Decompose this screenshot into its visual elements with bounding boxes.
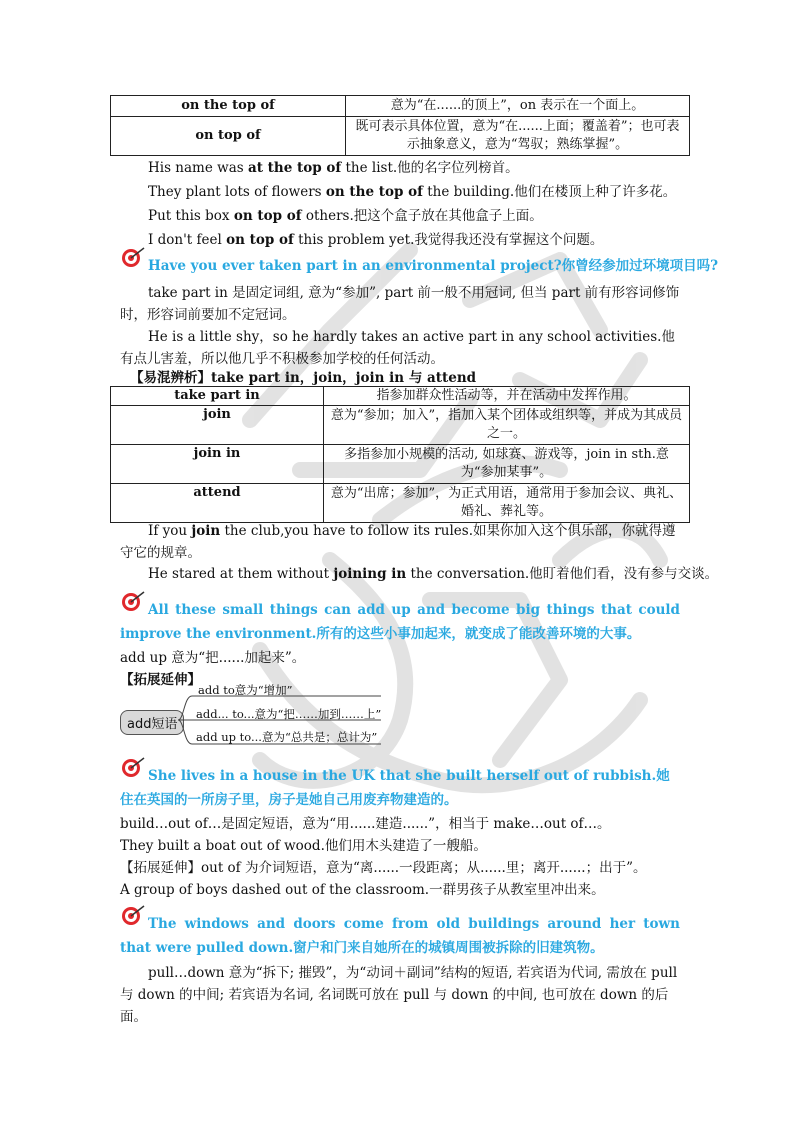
extension-title: 【拓展延伸】 xyxy=(120,672,201,688)
example-sentence: I don't feel on top of this problem yet.我觉得我还没有掌握这个问题。 xyxy=(148,232,604,248)
table-row xyxy=(111,96,690,117)
extension-line: 【拓展延伸】out of 为介词短语，意为“离......一段距离；从......里；离开......；出于”。 xyxy=(120,860,647,876)
example-sentence: He stared at them without joining in the conversation.他盯着他们看，没有参与交谈。 xyxy=(148,566,719,582)
example-sentence: They plant lots of flowers on the top of the building.他们在楼顶上种了许多花。 xyxy=(148,184,677,200)
table-key: take part in xyxy=(111,387,324,406)
section-heading: All these small things can add up and become big things that could improve the environment.所有的这些小事加起来，就变成了能改善环境的大事。 xyxy=(120,602,680,642)
table-key: on top of xyxy=(111,117,346,156)
table-value: 意为“出席；参加”，为正式用语，通常用于参加会议、典礼、婚礼、葬礼等。 xyxy=(324,484,690,523)
confusion-title: 【易混辨析】take part in，join，join in 与 attend xyxy=(130,370,477,386)
explanation-paragraph: pull…down 意为“拆下; 摧毁”，为“动词＋副词”结构的短语, 若宾语为代词, 需放在 pull 与 down 的中间; 若宾语为名词, 名词既可放在 pull 与 down 的中间, 也可放在 down 的后面。 xyxy=(120,965,678,1025)
explanation-line: add up 意为“把......加起来”。 xyxy=(120,650,306,666)
section-heading: Have you ever taken part in an environmental project?你曾经参加过环境项目吗? xyxy=(148,258,719,274)
table-key: attend xyxy=(111,484,324,523)
example-sentence: Put this box on top of others.把这个盒子放在其他盒子上面。 xyxy=(148,208,543,224)
target-icon xyxy=(120,246,146,268)
example-sentence: His name was at the top of the list.他的名字位列榜首。 xyxy=(148,160,519,176)
table-row xyxy=(111,445,690,484)
on-top-table xyxy=(110,95,690,156)
table-key: join in xyxy=(111,445,324,484)
table-row xyxy=(111,117,690,156)
diagram-root: add短语 xyxy=(120,710,184,735)
example-paragraph: He is a little shy，so he hardly takes an active part in any school activities.他有点儿害羞，所以他几乎不积极参加学校的任何活动。 xyxy=(120,329,675,367)
diagram-branch: add... to...意为“把……加到……上” xyxy=(196,707,382,721)
example-sentence: If you join the club,you have to follow its rules.如果你加入这个俱乐部，你就得遵守它的规章。 xyxy=(120,523,676,561)
section-heading: She lives in a house in the UK that she built herself out of rubbish.她住在英国的一所房子里，房子是她自己用废弃物建造的。 xyxy=(120,768,670,808)
table-row xyxy=(111,406,690,445)
table-key: on the top of xyxy=(111,96,346,117)
explanation-paragraph: take part in 是固定词组, 意为“参加”, part 前一般不用冠词, 但当 part 前有形容词修饰时，形容词前要加不定冠词。 xyxy=(120,285,680,323)
table-row xyxy=(111,484,690,523)
table-value: 意为“参加；加入”，指加入某个团体或组织等，并成为其成员之一。 xyxy=(324,406,690,445)
example-sentence: A group of boys dashed out of the classroom.一群男孩子从教室里冲出来。 xyxy=(120,882,605,898)
table-row xyxy=(111,387,690,406)
table-value: 指参加群众性活动等，并在活动中发挥作用。 xyxy=(324,387,690,406)
table-value: 既可表示具体位置，意为“在......上面；覆盖着”；也可表示抽象意义，意为“驾驭；熟练掌握”。 xyxy=(346,117,690,156)
table-key: join xyxy=(111,406,324,445)
table-value: 多指参加小规模的活动, 如球赛、游戏等，join in sth.意为“参加某事”。 xyxy=(324,445,690,484)
table-value: 意为“在......的顶上”，on 表示在一个面上。 xyxy=(346,96,690,117)
diagram-branch: add to意为“增加” xyxy=(198,683,293,697)
example-sentence: They built a boat out of wood.他们用木头建造了一艘船。 xyxy=(120,838,487,854)
diagram-branch: add up to...意为“总共是；总计为” xyxy=(196,730,378,744)
explanation-line: build…out of…是固定短语，意为“用......建造......”，相当于 make…out of…。 xyxy=(120,816,611,832)
attend-comparison-table xyxy=(110,386,690,523)
section-heading: The windows and doors come from old buildings around her town that were pulled down.窗户和门来自她所在的城镇周围被拆除的旧建筑物。 xyxy=(120,916,680,956)
